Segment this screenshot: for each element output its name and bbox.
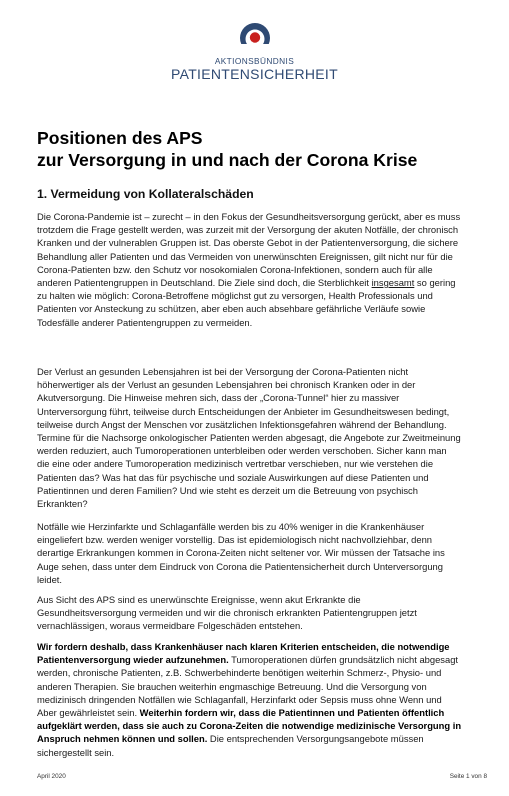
p2-line: werden reduziert, auch Tumoroperationen unterbleiben oder werden verschoben. Sicher kann man: [37, 445, 447, 457]
p2-line: Der Verlust an gesunden Lebensjahren ist bei der Versorgung der Corona-Patienten nicht: [37, 366, 409, 377]
p1-line: Corona-Patienten bzw. den Schutz vor nosokomialen Corona-Infektionen, sondern auch für alle: [37, 263, 433, 275]
p2-line: höherwertiger als der Verlust an gesunden Lebensjahren bei chronisch Kranken oder in der: [37, 379, 416, 391]
logo-text-top: AKTIONSBÜNDNIS: [214, 56, 295, 66]
p5-line: medizinisch dringenden Notfällen wie Schlaganfall, Herzinfarkt oder Sepsis muss ohne Wenn und: [37, 693, 442, 705]
p3-line: Notfälle wie Herzinfarkte und Schlaganfälle werden bis zu 40% weniger in die Krankenhäuser: [37, 521, 425, 532]
section-heading: 1. Vermeidung von Kollateralschäden: [37, 187, 254, 201]
p5-line: [37, 706, 489, 719]
page-title: [37, 127, 477, 171]
p3-line: Auge sehen, dass unter dem Eindruck von Corona die Patientensicherheit durch Unterversorgung: [37, 560, 443, 572]
p1-text: so gering: [414, 277, 456, 289]
p1-line: Patienten vor Ansteckung zu schützen, aber eben auch absehbare gefährliche Verläufe sowie: [37, 303, 426, 315]
title-line-2: zur Versorgung in und nach der Corona Krise: [37, 150, 418, 170]
p1-line: Kranken und der vulnerablen Gruppen ist. Das oberste Gebot in der Patientenversorgung, die sichere: [37, 237, 459, 249]
p2-line: die eine oder andere Tumoroperation medizinisch vertretbar verschieben, nur wie verstehen die: [37, 458, 434, 470]
p2-line: Termine für die Nachsorge onkologischer Patienten werden abgesagt, die Angebote zur Zweitmeinung: [37, 432, 461, 444]
p5-line: [37, 732, 489, 745]
p4-line: vernachlässigen, woraus vermeidbare Folgeschäden entstehen.: [37, 620, 303, 632]
p5-bold-text: Weiterhin fordern wir, dass die Patientinnen und Patienten öffentlich: [139, 707, 445, 719]
p5-line: anderen Therapien. Sie brauchen weiterhin engmaschige Betreuung. Und die Versorgung von: [37, 680, 427, 692]
p5-bold-text: Patientenversorgung wieder aufzunehmen.: [37, 654, 229, 666]
p4-line: Gesundheitsversorgung vermeiden und wir die chronisch erkrankten Patientengruppen jetzt: [37, 607, 417, 619]
p1-line: Die Corona-Pandemie ist – zurecht – in den Fokus der Gesundheitsversorgung gerückt, aber es muss: [37, 211, 461, 222]
p5-bold-line: Wir fordern deshalb, dass Krankenhäuser nach klaren Kriterien entscheiden, die notwendige: [37, 641, 450, 652]
p1-line: trotzdem die Frage gestellt werden, was zurzeit mit der Versorgung der akuten Notfälle, der chronisch: [37, 224, 459, 236]
p3-line: derartige Erkrankungen kommen in Corona-Zeiten nicht seltener vor. Wir müssen der Tatsache ins: [37, 547, 445, 559]
title-line-1: Positionen des APS: [37, 128, 203, 148]
p5-line: [37, 653, 489, 666]
logo-text-main: PATIENTENSICHERHEIT: [171, 66, 338, 82]
p5-bold-line: aufgeklärt werden, dass sie auch zu Corona-Zeiten die notwendige medizinische Versorgung in: [37, 720, 462, 732]
p2-line: Unterversorgung führt, teilweise durch Entscheidungen der Anbieter im Gesundheitswesen bedingt,: [37, 405, 450, 417]
p3-line: eingeliefert bzw. werden weniger vorstellig. Das ist epidemiologisch nicht nachvollziehbar, denn: [37, 534, 433, 546]
p2-line: Patientinnen und deren Familien? Und wie steht es derzeit um die Betreuung von psychisch: [37, 484, 418, 496]
p4-line: Aus Sicht des APS sind es unerwünschte Ereignisse, wenn akut Erkrankte die: [37, 594, 361, 605]
p5-bold-text: Anspruch nehmen können und sollen.: [37, 733, 208, 745]
p5-line: werden, chronische Patienten, z.B. Schwerbehinderte benötigen weiterhin Schmerz-, Physio- und: [37, 667, 442, 679]
underlined-word: insgesamt: [371, 277, 415, 289]
paragraph-3: [37, 520, 489, 586]
aps-logo: [0, 22, 509, 82]
p5-line: sichergestellt sein.: [37, 746, 115, 758]
paragraph-1: [37, 210, 489, 329]
logo-emblem-icon: [239, 22, 271, 54]
p3-line: leidet.: [37, 573, 63, 585]
p1-line: [37, 276, 489, 289]
p5-text: Tumoroperationen dürfen grundsätzlich nicht abgesagt: [228, 654, 459, 666]
p1-text: anderen Patientengruppen in Deutschland. Die Ziele sind doch, die Sterblichkeit: [37, 277, 372, 289]
p2-line: Erkrankten?: [37, 498, 88, 510]
paragraph-5: [37, 640, 489, 759]
p2-line: teilweise durch Angst der Menschen vor zusätzlichen Infektionsgefahren während der Behandlung.: [37, 418, 447, 430]
p5-text: Die entsprechenden Versorgungsangebote müssen: [207, 733, 424, 745]
p5-text: Aber gewährleistet sein.: [37, 707, 140, 719]
p2-line: Patienten das? Was hat das für psychische und soziale Auswirkungen auf diese Patienten und: [37, 471, 429, 483]
p1-line: Todesfälle anderer Patientengruppen zu vermeiden.: [37, 316, 253, 328]
paragraph-4: [37, 593, 489, 633]
p1-line: zu halten wie möglich: Corona-Betroffene möglichst gut zu versorgen, Health Professionals und: [37, 290, 433, 302]
footer-date: April 2020: [37, 773, 66, 780]
p2-line: Akutversorgung. Die Hinweise mehren sich, dass der „Corona-Tunnel“ hier zu massiver: [37, 392, 400, 404]
footer-page-number: Seite 1 von 8: [449, 773, 487, 780]
paragraph-2: [37, 365, 489, 510]
p1-line: Behandlung aller Patienten und das Vermeiden von unerwünschten Ereignissen, gilt nicht nur für die: [37, 250, 453, 262]
